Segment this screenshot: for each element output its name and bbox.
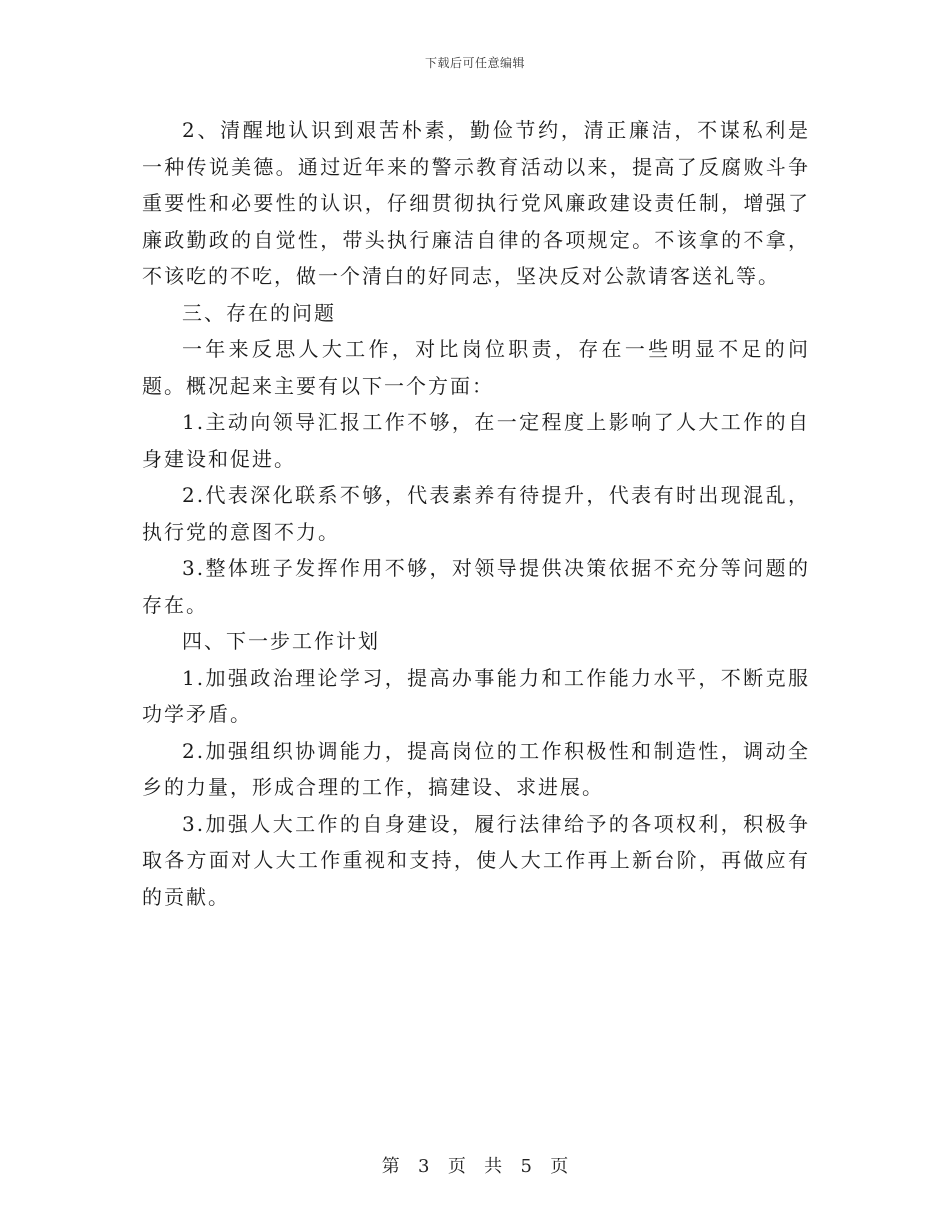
page-header: 下载后可任意编辑: [424, 56, 525, 70]
footer-total-pages: 5: [520, 1156, 532, 1177]
section-heading-problems: 三、存在的问题: [182, 300, 336, 325]
footer-prefix: 第: [381, 1156, 400, 1177]
list-item-problem-2: 2.代表深化联系不够，代表素养有待提升，代表有时出现混乱，执行党的意图不力。: [142, 483, 810, 544]
paragraph-frugality: 2、清醒地认识到艰苦朴素，勤俭节约，清正廉洁，不谋私利是一种传说美德。通过近年来的警示教育活动以来，提高了反腐败斗争重要性和必要性的认识，仔细贯彻执行党风廉政建设责任制，增强了廉政勤政的自觉性，带头执行廉洁自律的各项规定。不该拿的不拿，不该吃的不吃，做一个清白的好同志，坚决反对公款请客送礼等。: [142, 118, 810, 288]
list-item-problem-3: 3.整体班子发挥作用不够，对领导提供决策依据不充分等问题的存在。: [142, 556, 810, 617]
list-item-plan-2: 2.加强组织协调能力，提高岗位的工作积极性和制造性，调动全乡的力量，形成合理的工作，搞建设、求进展。: [142, 738, 810, 799]
list-item-plan-3: 3.加强人大工作的自身建设，履行法律给予的各项权利，积极争取各方面对人大工作重视和支持，使人大工作再上新台阶，再做应有的贡献。: [142, 811, 810, 909]
list-item-plan-1: 1.加强政治理论学习，提高办事能力和工作能力水平，不断克服功学矛盾。: [142, 665, 810, 726]
list-item-problem-1: 1.主动向领导汇报工作不够，在一定程度上影响了人大工作的自身建设和促进。: [142, 410, 810, 471]
footer-total-word: 共: [484, 1156, 503, 1177]
document-body: [142, 112, 810, 915]
footer-page-word-end: 页: [550, 1156, 569, 1177]
page-footer: [0, 1152, 950, 1178]
section-heading-plan: 四、下一步工作计划: [182, 629, 380, 653]
footer-page-word: 页: [447, 1156, 466, 1177]
paragraph-problems-intro: 一年来反思人大工作，对比岗位职责，存在一些明显不足的问题。概况起来主要有以下一个方面：: [142, 337, 810, 398]
footer-current-page: 3: [418, 1156, 430, 1177]
